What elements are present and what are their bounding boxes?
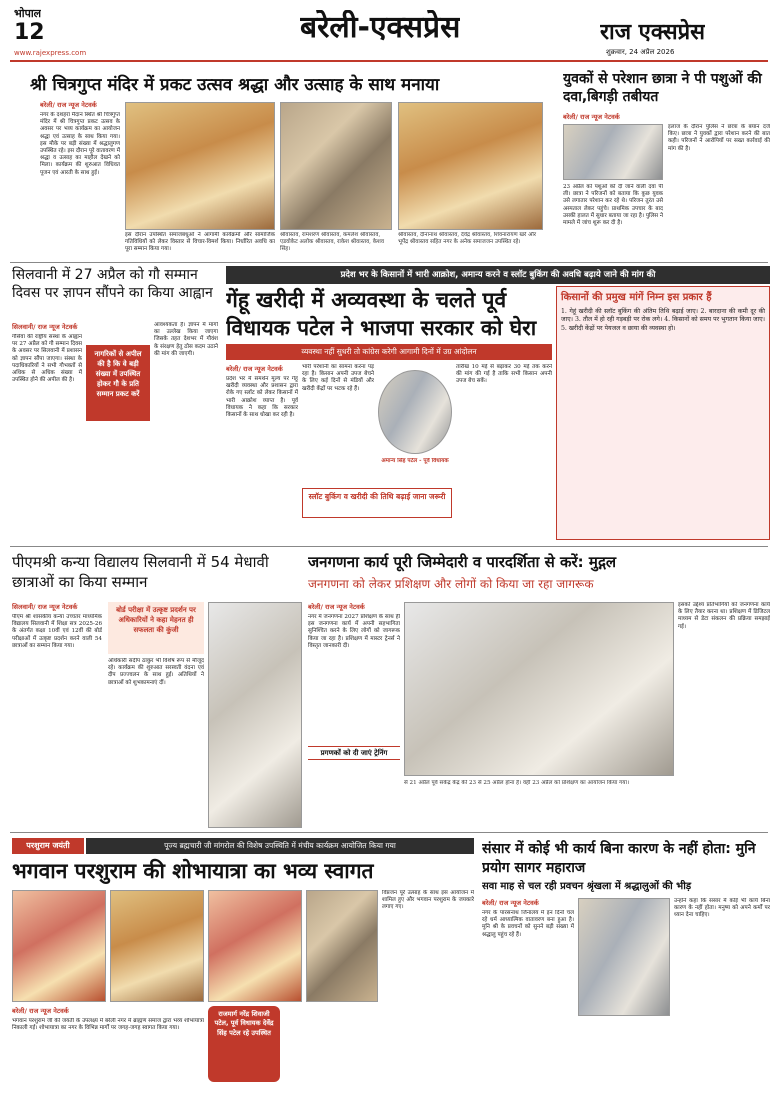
story4-portrait [378, 370, 452, 454]
story5-body-2: अधिकारी संदीप ठाकुर भी विशेष रूप से मौजूद रहे। कार्यक्रम की शुरुआत सरस्वती वंदना एवं दीप प्रज्ज्वलन के साथ हुई। अतिथियों ने छात्राओं को शुभकामनाएं दीं। [108, 658, 204, 686]
story7-photo-3 [208, 890, 302, 1002]
story5-subhead-box [108, 602, 204, 654]
city: भोपाल [14, 7, 42, 20]
masthead [0, 0, 778, 62]
story8-headline: संसार में कोई भी कार्य बिना कारण के नहीं होता: मुनि प्रयोग सागर महाराज [482, 841, 756, 876]
story1-headline: श्री चित्रगुप्त मंदिर में प्रकट उत्सव श्रद्धा और उत्साह के साथ मनाया [30, 75, 440, 95]
story8-body: नगर के पारसनाथ जिनालय में इन दिनों चल रहे धर्म आध्यात्मिक वातावरण बना हुआ है। मुनि श्री के प्रवचनों को सुनने बड़ी संख्या में श्रद्धालु पहुंच रहे हैं। [482, 910, 574, 938]
story8-body-2: उन्होंने कहा कि संसार में कोई भी कार्य बिना कारण के नहीं होता। मनुष्य को अपने कर्मों पर ध्यान देना चाहिए। [674, 898, 770, 919]
story4-byline: बरेली/ राज न्यूज नेटवर्क [226, 365, 283, 373]
story3-byline: सिलवानी/ राज न्यूज नेटवर्क [12, 323, 78, 331]
masthead-rule [10, 60, 768, 62]
story2-photo [563, 124, 663, 180]
story1-caption-2: श्रीवास्तव, दीनानाथ श्रीवास्तव, देवेंद्र श्रीवास्तव, शिवनारायण खरे और भूपेंद्र श्रीवास्तव सहित नगर के अनेक समाजजन उपस्थित रहे। [398, 232, 537, 245]
story6-caption: से 21 अप्रैल पूर्व संकेंद्र केंद्र की 23 से 25 अप्रैल होना है। वहीं 23 अप्रैल को प्रशिक्षण का आयोजन किया गया। [404, 780, 630, 786]
story7-body: भगवान परशुराम जी की जयंती के उपलक्ष्य में बरेली नगर में ब्राह्मण समाज द्वारा भव्य शोभायात्रा निकाली गई। शोभायात्रा का नगर के विभिन्न मार्गों पर जगह-जगह स्वागत किया गया। [12, 1018, 204, 1032]
story5-body: पीएम श्री शासकीय कन्या उच्चतर माध्यमिक विद्यालय सिलवानी में शिक्षा सत्र 2025-26 के अंतर्गत कक्षा 10वीं एवं 12वीं की बोर्ड परीक्षाओं में उत्कृष्ट प्रदर्शन करने वाली 54 छात्राओं का सम्मान किया गया। [12, 614, 102, 649]
story7-badge [208, 1006, 280, 1082]
story2-headline: युवकों से परेशान छात्रा ने पी पशुओं की दवा,बिगड़ी तबीयत [563, 71, 762, 105]
story3-headline: सिलवानी में 27 अप्रैल को गौ सम्मान दिवस पर ज्ञापन सौंपने का किया आह्वान [12, 267, 213, 301]
story1-photo-3 [398, 102, 543, 230]
story4-quote-box [302, 488, 452, 518]
story5-subhead: बोर्ड परीक्षा में उत्कृष्ट प्रदर्शन पर अधिकारियों ने कहा मेहनत ही सफलता की कुंजी [116, 606, 196, 634]
story4-demands-box [556, 286, 770, 540]
story2-body-2: इलाज के दौरान पुलिस ने छात्रा के बयान दर्ज किए। छात्रा ने युवकों द्वारा परेशान करने की बात कही। परिजनों ने आरोपियों पर सख्त कार्रवाई की मांग की है। [668, 124, 770, 152]
story2-body: 23 अप्रैल को पशुओं को दी जाने वाली दवा पी ली। छात्रा ने परिजनों को बताया कि कुछ युवक उसे लगातार परेशान कर रहे थे। परिजन तुरंत उसे अस्पताल लेकर पहुंचे। प्राथमिक उपचार के बाद उसकी हालत में सुधार बताया जा रहा है। पुलिस ने मामले में जांच शुरू कर दी है। [563, 184, 663, 227]
story1-body: नगर के दशहरा मैदान स्थित श्री चित्रगुप्त मंदिर में श्री चित्रगुप्त प्रकट उत्सव के अवसर पर भव्य कार्यक्रम का आयोजन श्रद्धा एवं उत्साह के साथ किया गया। इस मौके पर बड़ी संख्या में श्रद्धालुगण उपस्थित रहे। इस दौरान पूरे वातावरण में श्रद्धा व उत्साह का माहौल देखने को मिला। कार्यक्रम की शुरुआत विधिवत पूजन एवं आरती के साथ हुई। [40, 112, 120, 176]
story4-quote: स्लॉट बुकिंग व खरीदी की तिथि बढ़ाई जाना जरूरी [308, 492, 446, 501]
website[interactable]: www.rajexpress.com [14, 49, 87, 57]
story4-body-3: तारीख 10 मई से बढ़ाकर 30 मई तक करने की मांग की गई है ताकि सभी किसान अपनी उपज बेच सकें। [456, 364, 552, 385]
story4-subhead-bar [226, 344, 552, 360]
story7-kicker-tag [12, 838, 84, 854]
story6-byline: बरेली/ राज न्यूज नेटवर्क [308, 603, 365, 611]
story7-headline: भगवान परशुराम की शोभायात्रा का भव्य स्वागत [12, 859, 374, 883]
story6-subhead: जनगणना को लेकर प्रशिक्षण और लोगों को किया जा रहा जागरूक [308, 577, 594, 591]
story4-kicker-bar [226, 266, 770, 284]
story4-body: प्रदेश भर में समर्थन मूल्य पर गेहूं खरीदी व्यवस्था और प्रशासन द्वारा रोके गए स्लॉट को लेकर किसानों में भारी आक्रोश व्याप्त है। पूर्व विधायक ने कहा कि सरकार किसानों के साथ धोखा कर रही है। [226, 376, 298, 419]
story5-photo [208, 602, 302, 828]
story6-body-2: इसको उद्देश्य प्रतिभागियों को जनगणना कार्य के लिए तैयार करना था। प्रशिक्षण में डिजिटल माध्यम से डेटा संकलन की प्रक्रिया समझाई गई। [678, 602, 770, 630]
divider [10, 262, 768, 263]
page-number: 12 [14, 20, 45, 45]
story7-photo-2 [110, 890, 204, 1002]
story4-body-2: भारी परेशानी का सामना करना पड़ रहा है। किसान अपनी उपज बेचने के लिए कई दिनों से मंडियों और खरीदी केंद्रों पर भटक रहे हैं। [302, 364, 374, 392]
story8-byline: बरेली/ राज न्यूज नेटवर्क [482, 899, 539, 907]
story8-subhead: सवा माह से चल रही प्रवचन श्रृंखला में श्रद्धालुओं की भीड़ [482, 881, 692, 892]
story3-quote-box [86, 345, 150, 421]
date: शुक्रवार, 24 अप्रैल 2026 [606, 48, 675, 56]
story7-kicker-2: पूज्य ब्रह्मचारी जी मांगरोल की विशेष उपस्थिति में मंचीय कार्यक्रम आयोजित किया गया [164, 841, 396, 850]
story6-quote: प्रगणकों को दी जाएं ट्रेनिंग [320, 749, 388, 757]
story2-byline: बरेली/ राज न्यूज नेटवर्क [563, 113, 620, 121]
story6-body: नगर में जनगणना 2027 प्रशिक्षण के साथ ही इस जनगणना कार्य में अपनी सहभागिता सुनिश्चित करने के लिए लोगों को जागरूक किया जा रहा है। प्रशिक्षण में मास्टर ट्रेनर्स ने विस्तृत जानकारी दी। [308, 614, 400, 649]
story4-box-title: किसानों की प्रमुख मांगें निम्न इस प्रकार हैं [561, 292, 712, 303]
edition-title: बरेली-एक्सप्रेस [300, 10, 461, 45]
story8-photo [578, 898, 670, 1016]
divider [10, 832, 768, 833]
story7-kicker-bar [86, 838, 474, 854]
story6-headline: जनगणना कार्य पूरी जिम्मेदारी व पारदर्शिता से करें: मुद्गल [308, 553, 617, 571]
story6-photo [404, 602, 674, 776]
story4-box-text: 1. गेहूं खरीदी की स्लॉट बुकिंग की अंतिम तिथि बढ़ाई जाए। 2. बारदाना की कमी दूर की जाए। 3. तौल में हो रही गड़बड़ी पर रोक लगे। 4. किसानों को समय पर भुगतान किया जाए। 5. खरीदी केंद्रों पर पेयजल व छाया की व्यवस्था हो। [561, 308, 765, 332]
story7-badge-text: राजमार्ग नरेंद्र शिवाजी पटेल, पूर्व विधायक देवेंद्र सिंह पटेल रहे उपस्थित [214, 1010, 274, 1037]
story5-byline: सिलवानी/ राज न्यूज नेटवर्क [12, 603, 78, 611]
divider [10, 546, 768, 547]
story7-kicker: परशुराम जयंती [26, 841, 70, 850]
story7-photo-4 [306, 890, 378, 1002]
story6-quote-bar [308, 746, 400, 760]
story3-body-2: आवश्यकता है। ज्ञापन में मांगों का उल्लेख किया जाएगा जिसके तहत देशभर में गौवंश के संरक्षण हेतु ठोस कदम उठाने की मांग की जाएगी। [154, 322, 218, 357]
story4-headline: गेंहू खरीदी में अव्यवस्था के चलते पूर्व विधायक पटेल ने भाजपा सरकार को घेरा [226, 288, 537, 340]
brand-logo: राज एक्सप्रेस [600, 20, 705, 45]
story7-byline: बरेली/ राज न्यूज नेटवर्क [12, 1007, 69, 1015]
story3-body: गौसेवा की राष्ट्रीय संस्था के आह्वान पर 27 अप्रैल को गौ सम्मान दिवस के अवसर पर सिलवानी में प्रशासन को ज्ञापन सौंपा जाएगा। संस्था के पदाधिकारियों ने सभी गौभक्तों से अधिक से अधिक संख्या में उपस्थित होने की अपील की है। [12, 334, 82, 384]
story1-photo-1 [125, 102, 275, 230]
story4-kicker: प्रदेश भर के किसानों में भारी आक्रोश, अमान्य करने व स्लॉट बुकिंग की अवधि बढ़ाये जाने की मांग की [340, 270, 656, 280]
story1-byline: बरेली/ राज न्यूज नेटवर्क [40, 101, 97, 109]
story5-headline: पीएमश्री कन्या विद्यालय सिलवानी में 54 मेधावी छात्राओं का किया सम्मान [12, 553, 269, 591]
story3-quote: नागरिकों से अपील की है कि वे बड़ी संख्या में उपस्थित होकर गौ के प्रति सम्मान प्रकट करें [94, 350, 142, 398]
story1-body-2: इस दौरान उपस्थित समाजबंधुओं ने आगामी कार्यक्रमों और सामाजिक गतिविधियों को लेकर विस्तार से विचार-विमर्श किया। निर्धारित अवधि का पूरा सम्मान किया गया। [125, 232, 275, 253]
story1-caption-1: श्रीवास्तव, रामशरण श्रीवास्तव, कमलेश श्रीवास्तव, एडवोकेट अलोक श्रीवास्तव, राकेश श्रीवास्तव, केशव सिंह। [280, 232, 384, 252]
story4-subhead: व्यवस्था नहीं सुधरी तो कांग्रेस करेगी आगामी दिनों में उग्र आंदोलन [301, 347, 477, 356]
story7-body-2: विप्रजन पूरे उत्साह के साथ इस आयोजन में शामिल हुए और भगवान परशुराम के जयकारे लगाए गए। [382, 890, 474, 911]
story4-photo-caption: अमान्य सिंह पटेल - पूर्व विधायक [381, 458, 449, 464]
story1-photo-2 [280, 102, 392, 230]
story7-photo-1 [12, 890, 106, 1002]
